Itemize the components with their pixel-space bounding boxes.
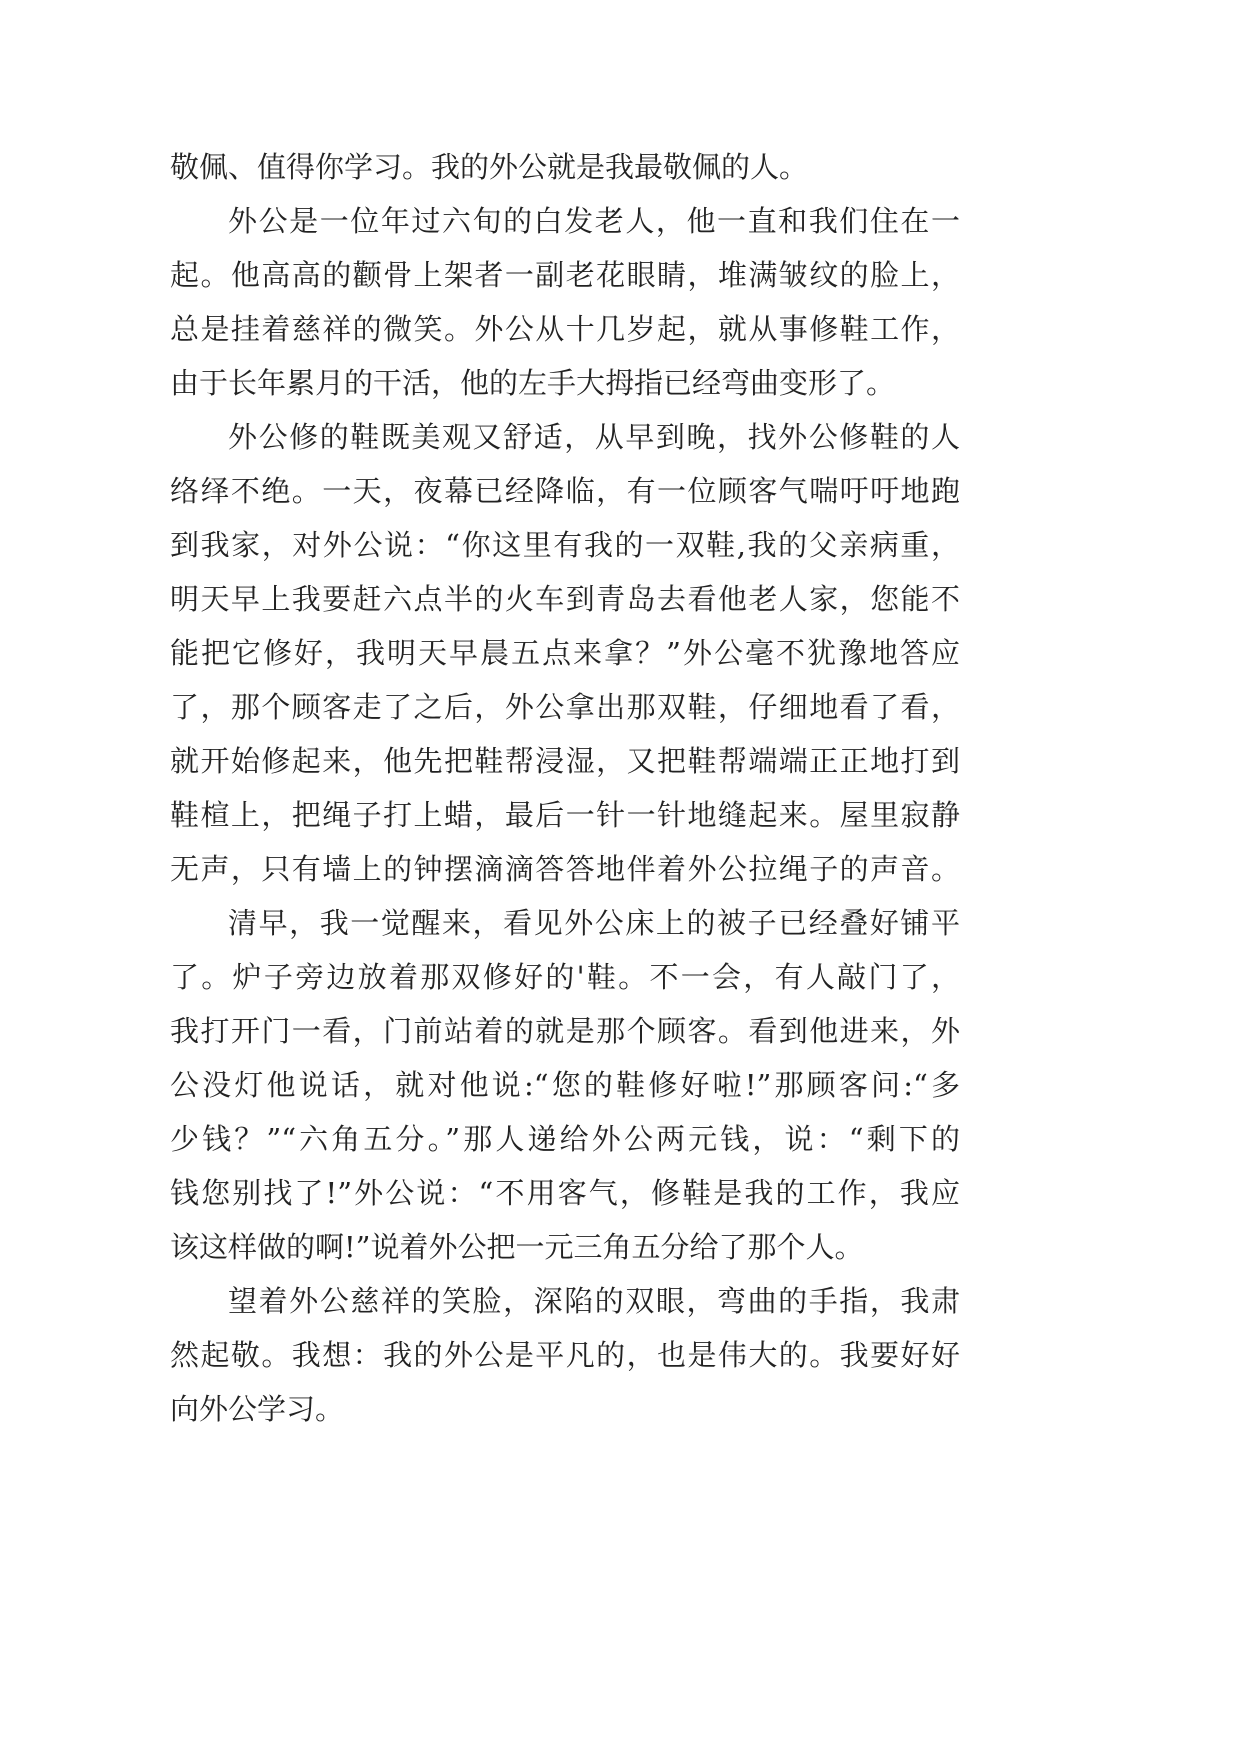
document-body xyxy=(170,140,960,1436)
paragraph-1 xyxy=(170,140,960,194)
text-line: 外公修的鞋既美观又舒适，从早到晚，找外公修鞋的人 xyxy=(228,420,960,454)
text-line: 明天早上我要赶六点半的火车到青岛去看他老人家，您能不 xyxy=(170,582,960,616)
text-line: 我打开门一看，门前站着的就是那个顾客。看到他进来，外 xyxy=(170,1014,960,1048)
text-line: 了。炉子旁边放着那双修好的'鞋。不一会，有人敲门了， xyxy=(170,960,960,994)
text-line: 总是挂着慈祥的微笑。外公从十几岁起，就从事修鞋工作， xyxy=(170,312,960,346)
text-line: 络绎不绝。一天，夜幕已经降临，有一位顾客气喘吁吁地跑 xyxy=(170,474,960,508)
text-line: 就开始修起来，他先把鞋帮浸湿，又把鞋帮端端正正地打到 xyxy=(170,744,960,778)
text-line: 少钱？”“六角五分。”那人递给外公两元钱，说：“剩下的 xyxy=(170,1122,960,1156)
text-line: 望着外公慈祥的笑脸，深陷的双眼，弯曲的手指，我肃 xyxy=(228,1284,960,1318)
text-line: 公没灯他说话，就对他说:“您的鞋修好啦!”那顾客问:“多 xyxy=(170,1068,960,1102)
text-line: 钱您别找了!”外公说：“不用客气，修鞋是我的工作，我应 xyxy=(170,1176,960,1210)
text-line: 无声，只有墙上的钟摆滴滴答答地伴着外公拉绳子的声音。 xyxy=(170,852,960,886)
text-line: 起。他高高的颧骨上架者一副老花眼睛，堆满皱纹的脸上， xyxy=(170,258,960,292)
text-line: 外公是一位年过六旬的白发老人，他一直和我们住在一 xyxy=(228,204,960,238)
text-line: 然起敬。我想：我的外公是平凡的，也是伟大的。我要好好 xyxy=(170,1338,960,1372)
text-line: 向外公学习。 xyxy=(170,1392,345,1426)
text-line: 了，那个顾客走了之后，外公拿出那双鞋，仔细地看了看， xyxy=(170,690,960,724)
text-line: 清早，我一觉醒来，看见外公床上的被子已经叠好铺平 xyxy=(228,906,960,940)
text-line: 鞋楦上，把绳子打上蜡，最后一针一针地缝起来。屋里寂静 xyxy=(170,798,960,832)
text-line: 到我家，对外公说：“你这里有我的一双鞋,我的父亲病重， xyxy=(170,528,960,562)
paragraph-2 xyxy=(170,194,960,410)
paragraph-5 xyxy=(170,1274,960,1436)
text-line: 由于长年累月的干活，他的左手大拇指已经弯曲变形了。 xyxy=(170,366,896,400)
text-line: 该这样做的啊!”说着外公把一元三角五分给了那个人。 xyxy=(170,1230,864,1264)
text-line: 能把它修好，我明天早晨五点来拿？”外公毫不犹豫地答应 xyxy=(170,636,960,670)
paragraph-4 xyxy=(170,896,960,1274)
text-line: 敬佩、值得你学习。我的外公就是我最敬佩的人。 xyxy=(170,150,809,184)
paragraph-3 xyxy=(170,410,960,896)
